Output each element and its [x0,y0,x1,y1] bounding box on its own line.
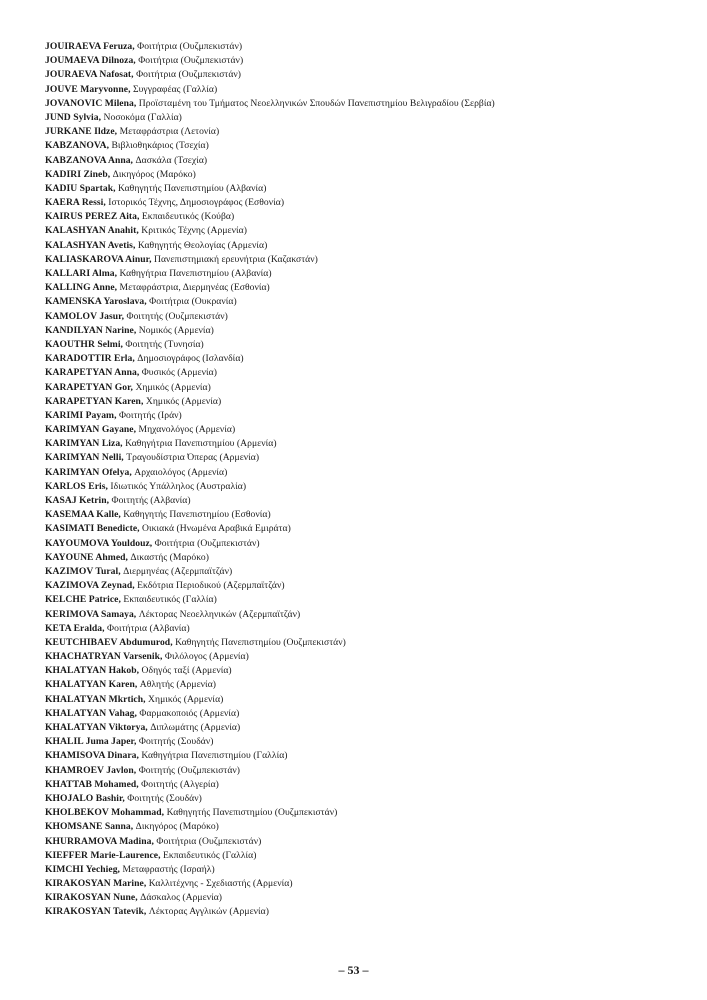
list-item [45,97,685,111]
entry-description: Φοιτήτρια (Ουζμπεκιστάν) [152,537,260,549]
name-list [45,40,685,920]
list-item [45,267,685,281]
entry-description: Οικιακά (Ηνωμένα Αραβικά Εμιράτα) [139,523,291,535]
entry-name: KADIRI Zineb, [45,168,111,180]
entry-description: Δικηγόρος (Μαρόκο) [133,821,219,833]
list-item [45,423,685,437]
entry-name: KHALATYAN Karen, [45,679,138,691]
entry-name: JOVANOVIC Milena, [45,97,137,109]
entry-description: Φοιτήτρια (Ουζμπεκιστάν) [134,41,243,52]
entry-name: KHOJALO Bashir, [45,792,125,804]
list-item [45,494,685,508]
list-item [45,210,685,224]
list-item [45,905,685,919]
entry-name: KIMCHI Yechieg, [45,863,121,875]
entry-name: KARIMYAN Gayane, [45,424,137,436]
entry-description: Πανεπιστημιακή ερευνήτρια (Καζακστάν) [151,253,318,265]
entry-description: Μεταφράστρια (Λετονία) [117,126,220,138]
entry-description: Βιβλιοθηκάριος (Τσεχία) [109,140,209,152]
list-item [45,636,685,650]
list-item [45,678,685,692]
entry-description: Αρχαιολόγος (Αρμενία) [131,466,228,478]
entry-name: KAZIMOVA Zeynad, [45,580,135,592]
list-item [45,154,685,168]
entry-name: KHALIL Juma Japer, [45,736,137,748]
entry-name: KAZIMOV Tural, [45,565,121,577]
list-item [45,565,685,579]
entry-name: KASAJ Ketrin, [45,495,110,506]
page-number: – 53 – [338,963,369,977]
entry-name: KAYOUNE Ahmed, [45,551,128,563]
entry-name: KHURRAMOVA Madina, [45,835,154,847]
entry-description: Προϊσταμένη του Τμήματος Νεοελληνικών Σπουδών Πανεπιστημίου Βελιγραδίου (Σερβία) [136,97,495,109]
entry-name: KIRAKOSYAN Tatevik, [45,906,147,918]
entry-description: Φοιτήτρια (Αλβανία) [104,622,190,634]
entry-description: Ιδιωτικός Υπάλληλος (Αυστραλία) [107,480,247,492]
list-item [45,579,685,593]
entry-name: KAOUTHR Selmi, [45,338,123,350]
entry-name: KAMOLOV Jasur, [45,310,125,322]
list-item [45,849,685,863]
list-item [45,820,685,834]
entry-name: KALASHYAN Avetis, [45,239,136,251]
entry-name: KARAPETYAN Karen, [45,395,144,407]
entry-name: JOUVE Maryvonne, [45,83,131,95]
list-item [45,608,685,622]
entry-description: Δημοσιογράφος (Ισλανδία) [134,353,244,365]
entry-name: KHALATYAN Viktorya, [45,722,148,733]
entry-name: KHACHATRYAN Varsenik, [45,651,163,663]
list-item [45,522,685,536]
entry-description: Φυσικός (Αρμενία) [139,367,217,379]
entry-name: KETA Eralda, [45,622,105,634]
entry-description: Νομικός (Αρμενία) [136,324,214,336]
list-item [45,352,685,366]
entry-description: Διπλωμάτης (Αρμενία) [147,722,241,733]
list-item [45,182,685,196]
entry-description: Διερμηνέας (Αζερμπαϊτζάν) [120,565,233,577]
entry-name: KADIU Spartak, [45,182,116,194]
entry-description: Καθηγητής Πανεπιστημίου (Αλβανία) [115,182,267,194]
entry-name: KARLOS Eris, [45,480,108,492]
list-item [45,224,685,238]
list-item [45,437,685,451]
entry-description: Καθηγητής Πανεπιστημίου (Ουζμπεκιστάν) [172,636,346,648]
entry-description: Φοιτητής (Σουδάν) [124,792,202,804]
list-item [45,366,685,380]
entry-name: KELCHE Patrice, [45,594,121,606]
entry-name: KALLARI Alma, [45,268,118,279]
entry-description: Λέκτορας Αγγλικών (Αρμενία) [146,906,269,918]
entry-description: Φοιτήτρια (Ουζμπεκιστάν) [153,835,262,847]
entry-description: Χημικός (Αρμενία) [133,381,211,393]
list-item [45,54,685,68]
list-item [45,196,685,210]
list-item [45,111,685,125]
entry-name: KALIASKAROVA Ainur, [45,253,152,265]
list-item [45,508,685,522]
list-item [45,239,685,253]
entry-description: Νοσοκόμα (Γαλλία) [101,111,182,123]
list-item [45,721,685,735]
list-item [45,83,685,97]
entry-description: Χημικός (Αρμενία) [143,395,222,407]
entry-description: Δάσκαλος (Αρμενία) [137,892,223,904]
list-item [45,891,685,905]
list-item [45,806,685,820]
entry-name: KAMENSKA Yaroslava, [45,296,147,308]
entry-description: Δικαστής (Μαρόκο) [127,551,210,563]
entry-name: KHALATYAN Hakob, [45,665,140,677]
entry-name: KERIMOVA Samaya, [45,608,137,620]
entry-description: Μεταφράστρια, Διερμηνέας (Εσθονία) [117,282,270,294]
entry-description: Αθλητής (Αρμενία) [137,679,217,691]
entry-description: Μεταφραστής (Ισραήλ) [120,863,215,875]
list-item [45,68,685,82]
entry-name: KABZANOVA, [45,140,110,152]
entry-name: KHOMSANE Sanna, [45,821,134,833]
list-item [45,409,685,423]
list-item [45,664,685,678]
entry-name: KANDILYAN Narine, [45,324,137,336]
list-item [45,622,685,636]
entry-description: Φοιτητής (Ουζμπεκιστάν) [136,764,241,776]
entry-description: Φαρμακοποιός (Αρμενία) [136,707,240,719]
entry-description: Φοιτητής (Τυνησία) [122,338,204,350]
entry-name: KIRAKOSYAN Nune, [45,892,138,904]
list-item [45,792,685,806]
list-item [45,551,685,565]
list-item [45,395,685,409]
entry-description: Καθηγητής Θεολογίας (Αρμενία) [135,239,268,251]
entry-name: KAERA Ressi, [45,197,106,209]
entry-name: JURKANE Ildze, [45,126,118,138]
list-item [45,40,685,54]
entry-name: KABZANOVA Anna, [45,154,134,166]
entry-name: KARIMYAN Nelli, [45,452,124,464]
list-item [45,778,685,792]
entry-name: JOURAEVA Nafosat, [45,69,134,81]
entry-name: JOUMAEVA Dilnoza, [45,55,136,67]
entry-description: Εκδότρια Περιοδικού (Αζερμπαϊτζάν) [134,580,285,592]
entry-description: Καθηγητής Πανεπιστημίου (Εσθονία) [120,509,271,521]
entry-description: Φοιτήτρια (Ουκρανία) [146,296,237,308]
list-item [45,693,685,707]
entry-name: KHATTAB Mohamed, [45,778,139,790]
entry-name: KAIRUS PEREZ Aita, [45,211,140,223]
entry-description: Δασκάλα (Τσεχία) [133,154,208,166]
list-item [45,338,685,352]
entry-description: Φοιτήτρια (Ουζμπεκιστάν) [135,55,244,67]
list-item [45,593,685,607]
entry-name: KHAMROEV Javlon, [45,764,137,776]
list-item [45,835,685,849]
list-item [45,537,685,551]
entry-description: Φοιτητής (Σουδάν) [136,736,214,748]
list-item [45,281,685,295]
entry-description: Εκπαιδευτικός (Γαλλία) [160,849,257,861]
list-item [45,310,685,324]
entry-description: Καλλιτέχνης - Σχεδιαστής (Αρμενία) [146,878,293,890]
entry-name: KASEMAA Kalle, [45,509,121,521]
entry-description: Χημικός (Αρμενία) [145,693,224,705]
entry-description: Καθηγήτρια Πανεπιστημίου (Αλβανία) [117,268,272,279]
entry-description: Οδηγός ταξί (Αρμενία) [139,665,232,677]
list-item [45,466,685,480]
list-item [45,877,685,891]
list-item [45,451,685,465]
list-item [45,764,685,778]
entry-description: Φοιτήτρια (Ουζμπεκιστάν) [133,69,242,81]
list-item [45,480,685,494]
entry-name: KARIMI Payam, [45,409,117,421]
entry-description: Συγγραφέας (Γαλλία) [130,83,218,95]
entry-description: Φοιτητής (Αλγερία) [138,778,219,790]
entry-description: Κριτικός Τέχνης (Αρμενία) [138,225,247,237]
list-item [45,168,685,182]
entry-name: KALASHYAN Anahit, [45,225,139,237]
list-item [45,381,685,395]
entry-description: Τραγουδίστρια Όπερας (Αρμενία) [123,452,260,464]
entry-name: KARIMYAN Liza, [45,438,123,450]
list-item [45,253,685,267]
entry-name: KHAMISOVA Dinara, [45,750,139,762]
entry-name: KHOLBEKOV Mohammad, [45,807,165,819]
entry-description: Καθηγήτρια Πανεπιστημίου (Γαλλία) [138,750,288,762]
entry-name: KALLING Anne, [45,282,118,294]
entry-description: Φιλόλογος (Αρμενία) [162,651,249,663]
entry-description: Ιστορικός Τέχνης, Δημοσιογράφος (Εσθονία) [105,197,285,209]
entry-description: Εκπαιδευτικός (Κούβα) [139,211,235,223]
entry-description: Μηχανολόγος (Αρμενία) [136,424,236,436]
entry-name: KIEFFER Marie-Laurence, [45,849,161,861]
entry-description: Φοιτητής (Ουζμπεκιστάν) [124,310,228,322]
list-item [45,295,685,309]
entry-name: KAYOUMOVA Youldouz, [45,537,153,549]
list-item [45,735,685,749]
list-item [45,863,685,877]
entry-name: JUND Sylvia, [45,111,102,123]
entry-name: KARIMYAN Ofelya, [45,466,132,478]
entry-name: KASIMATI Benedicte, [45,523,140,535]
entry-name: KHALATYAN Mkrtich, [45,693,146,705]
entry-description: Δικηγόρος (Μαρόκο) [110,168,196,180]
entry-name: KIRAKOSYAN Marine, [45,878,147,890]
entry-description: Φοιτητής (Ιράν) [116,409,182,421]
entry-name: KARADOTTIR Erla, [45,353,135,365]
entry-description: Εκπαιδευτικός (Γαλλία) [120,594,217,606]
entry-description: Καθηγήτρια Πανεπιστημίου (Αρμενία) [122,438,277,450]
list-item [45,324,685,338]
entry-name: KARAPETYAN Anna, [45,367,140,379]
entry-name: JOUIRAEVA Feruza, [45,41,135,52]
entry-description: Φοιτητής (Αλβανία) [109,495,191,506]
list-item [45,749,685,763]
list-item [45,650,685,664]
list-item [45,139,685,153]
entry-name: KEUTCHIBAEV Abdumurod, [45,636,173,648]
entry-description: Λέκτορας Νεοελληνικών (Αζερμπαϊτζάν) [136,608,301,620]
list-item [45,125,685,139]
entry-description: Καθηγητής Πανεπιστημίου (Ουζμπεκιστάν) [164,807,338,819]
entry-name: KARAPETYAN Gor, [45,381,133,393]
entry-name: KHALATYAN Vahag, [45,707,137,719]
list-item [45,707,685,721]
